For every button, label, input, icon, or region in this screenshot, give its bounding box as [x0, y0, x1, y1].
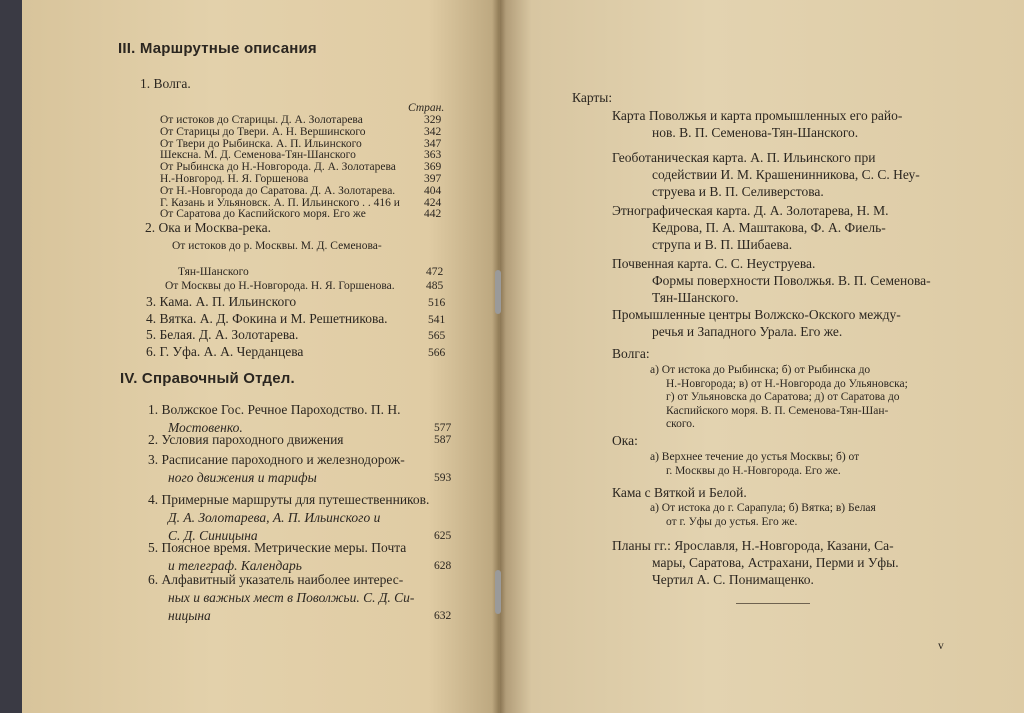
- oka-heading: 2. Ока и Москва-река.: [145, 220, 272, 235]
- map-detail: ского.: [666, 418, 695, 430]
- reference-entry: 2. Условия пароходного движения: [148, 432, 344, 447]
- map-entry: Этнографическая карта. Д. А. Золотарева, Н. М.: [612, 203, 889, 218]
- toc-page-number: 369: [424, 161, 442, 174]
- reference-entry: 6. Алфавитный указатель наиболее интерес-: [148, 572, 404, 587]
- volga-maps-heading: Волга:: [612, 346, 650, 361]
- map-entry: струева и В. П. Селиверстова.: [652, 184, 824, 199]
- section-4-title: IV. Справочный Отдел.: [120, 370, 295, 387]
- toc-page-number: 577: [434, 422, 452, 434]
- map-detail: а) Верхнее течение до устья Москвы; б) от: [650, 451, 860, 463]
- toc-entry: От Москвы до Н.-Новгорода. Н. Я. Горшенова.: [165, 280, 395, 292]
- reference-entry: ницына: [168, 608, 211, 623]
- map-detail: а) От истока до г. Сарапула; б) Вятка; в) Белая: [650, 502, 876, 514]
- toc-entry: Г. Казань и Ульяновск. А. П. Ильинского . . 416 и: [160, 196, 400, 209]
- toc-page-number: 632: [434, 610, 452, 622]
- toc-entry: От истоков до Старицы. Д. А. Золотарева: [160, 114, 363, 126]
- map-entry: содействии И. М. Крашенинникова, С. С. Неу-: [652, 167, 920, 182]
- toc-entry: От истоков до р. Москвы. М. Д. Семенова-: [172, 240, 382, 252]
- oka-maps-heading: Ока:: [612, 433, 638, 448]
- map-entry: Геоботаническая карта. А. П. Ильинского при: [612, 150, 876, 165]
- toc-entry: От Старицы до Твери. А. Н. Вершинского: [160, 125, 366, 138]
- toc-page-number: 329: [424, 114, 442, 126]
- city-plan-entry: Планы гг.: Ярославля, Н.-Новгорода, Казани, Са-: [612, 538, 894, 553]
- toc-page-number: 566: [428, 346, 446, 359]
- map-detail: г) от Ульяновска до Саратова; д) от Саратова до: [666, 391, 900, 403]
- kama-maps-heading: Кама с Вяткой и Белой.: [612, 485, 747, 500]
- volga-heading: 1. Волга.: [140, 76, 191, 91]
- reference-entry: Д. А. Золотарева, А. П. Ильинского и: [168, 510, 381, 525]
- staple: [495, 570, 501, 614]
- toc-page-number: 593: [434, 472, 452, 484]
- toc-page-number: 516: [428, 297, 446, 309]
- reference-entry: и телеграф. Календарь: [168, 558, 302, 573]
- toc-entry: Тян-Шанского: [178, 266, 249, 278]
- reference-entry: ного движения и тарифы: [168, 470, 317, 485]
- toc-entry: От Н.-Новгорода до Саратова. Д. А. Золотарева.: [160, 184, 396, 197]
- toc-page-number: 342: [424, 125, 442, 138]
- reference-entry: 1. Волжское Гос. Речное Пароходство. П. Н.: [148, 402, 401, 417]
- right-page: [500, 0, 1024, 713]
- toc-entry: 3. Кама. А. П. Ильинского: [146, 294, 297, 309]
- divider-rule: [736, 603, 810, 604]
- toc-page-number: 565: [428, 330, 446, 342]
- toc-page-number: 628: [434, 560, 452, 572]
- map-detail: Каспийского моря. В. П. Семенова-Тян-Шан-: [666, 404, 889, 417]
- reference-entry: Мостовенко.: [168, 420, 243, 435]
- toc-page-number: 397: [424, 173, 442, 185]
- toc-page-number: 442: [424, 208, 442, 221]
- map-entry: Формы поверхности Поволжья. В. П. Семенова-: [652, 273, 931, 288]
- map-entry: Почвенная карта. С. С. Неуструева.: [612, 256, 816, 271]
- map-detail: от г. Уфы до устья. Его же.: [666, 516, 798, 528]
- toc-entry: От Твери до Рыбинска. А. П. Ильинского: [160, 137, 362, 150]
- toc-entry: 5. Белая. Д. А. Золотарева.: [146, 327, 299, 342]
- toc-page-number: 625: [434, 530, 452, 542]
- toc-page-number: 363: [424, 149, 442, 162]
- reference-entry: ных и важных мест в Поволжьи. С. Д. Си-: [168, 590, 415, 605]
- toc-entry: Н.-Новгород. Н. Я. Горшенова: [160, 173, 309, 185]
- map-entry: струпа и В. П. Шибаева.: [652, 237, 793, 252]
- map-detail: Н.-Новгорода; в) от Н.-Новгорода до Ульяновска;: [666, 377, 908, 390]
- section-3-title: III. Маршрутные описания: [118, 40, 317, 57]
- reference-entry: 5. Поясное время. Метрические меры. Почта: [148, 540, 407, 555]
- toc-page-number: 485: [426, 280, 444, 292]
- maps-heading: Карты:: [572, 90, 613, 105]
- toc-page-number: 472: [426, 266, 444, 278]
- reference-entry: 4. Примерные маршруты для путешественников.: [148, 492, 430, 507]
- toc-page-number: 404: [424, 184, 442, 197]
- map-detail: а) От истока до Рыбинска; б) от Рыбинска до: [650, 364, 871, 376]
- map-entry: Кедрова, П. А. Маштакова, Ф. А. Фиель-: [652, 220, 886, 235]
- page-number: v: [938, 640, 944, 652]
- map-entry: Карта Поволжья и карта промышленных его райо-: [612, 108, 903, 123]
- toc-page-number: 587: [434, 434, 452, 446]
- map-entry: нов. В. П. Семенова-Тян-Шанского.: [652, 125, 859, 140]
- toc-entry: Шексна. М. Д. Семенова-Тян-Шанского: [160, 149, 356, 162]
- toc-page-number: 541: [428, 313, 446, 326]
- staple: [495, 270, 501, 314]
- toc-entry: 4. Вятка. А. Д. Фокина и М. Решетникова.: [146, 310, 388, 326]
- toc-entry: От Рыбинска до Н.-Новгорода. Д. А. Золотарева: [160, 161, 396, 174]
- toc-entry: 6. Г. Уфа. А. А. Черданцева: [146, 343, 304, 359]
- map-detail: г. Москвы до Н.-Новгорода. Его же.: [666, 465, 841, 477]
- reference-entry: 3. Расписание пароходного и железнодорож-: [148, 452, 405, 467]
- map-entry: Промышленные центры Волжско-Окского между-: [612, 307, 901, 322]
- map-entry: речья и Западного Урала. Его же.: [652, 324, 843, 339]
- page-column-header: Стран.: [408, 102, 445, 114]
- map-entry: Тян-Шанского.: [652, 290, 739, 305]
- toc-page-number: 347: [424, 137, 442, 150]
- toc-page-number: 424: [424, 196, 442, 209]
- reference-entry: С. Д. Синицына: [168, 528, 258, 543]
- city-plan-entry: мары, Саратова, Астрахани, Перми и Уфы.: [652, 555, 899, 570]
- toc-entry: От Саратова до Каспийского моря. Его же: [160, 208, 366, 221]
- city-plan-entry: Чертил А. С. Понимащенко.: [652, 572, 814, 587]
